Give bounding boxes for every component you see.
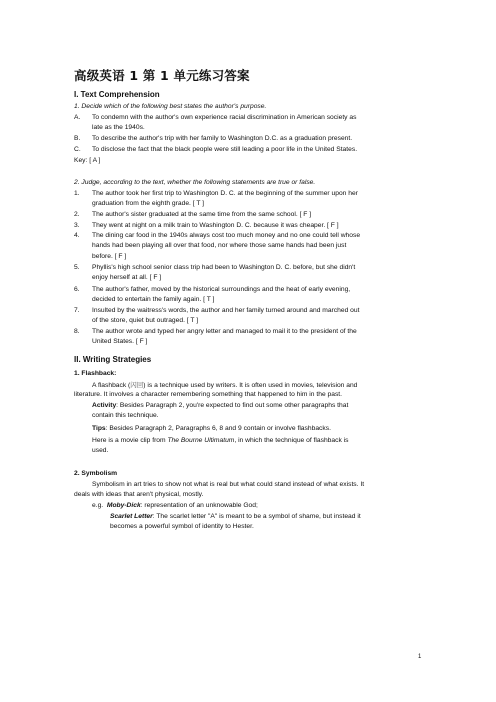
statement-number: 6. xyxy=(74,286,80,293)
example-1: e.g. Moby-Dick: representation of an unknowable God; xyxy=(92,502,258,509)
question-1: 1. Decide which of the following best states the author's purpose. xyxy=(74,103,267,110)
option-text: To describe the author's trip with her family to Washington D.C. as a graduation present. xyxy=(92,135,353,142)
option-label: C. xyxy=(74,146,81,153)
movie-clip-block: Here is a movie clip from The Bourne Ultimatum, in which the technique of flashback is used. xyxy=(92,437,349,455)
statement-number: 8. xyxy=(74,328,80,335)
example-2: Scarlet Letter: The scarlet letter "A" is meant to be a symbol of shame, but instead it becomes a powerful symbol of identity to Hester. xyxy=(110,513,361,531)
statement-text: The author took her first trip to Washington D. C. at the beginning of the summer upon her graduation from the eighth grade. [ T ] xyxy=(92,190,358,208)
document-title: 高级英语 1 第 1 单元练习答案 xyxy=(74,68,250,83)
answer-key: Key: [ A ] xyxy=(74,157,101,164)
page-number: 1 xyxy=(418,654,422,660)
statement-text: Phyllis's high school senior class trip had been to Washington D. C. before, but she didn't enjoy herself at all. [ F ] xyxy=(92,264,356,282)
statement-text: Insulted by the waitress's words, the author and her family turned around and marched out of the store, quiet but outraged. [ T ] xyxy=(92,307,360,325)
statement-number: 2. xyxy=(74,211,80,218)
statement-text: The dining car food in the 1940s always cost too much money and no one could tell whose hands had been playing all over that food, nor where those same hands had been just before. [ F ] xyxy=(92,232,361,260)
statement-text: The author wrote and typed her angry letter and managed to mail it to the president of the United States. [ F ] xyxy=(92,328,357,346)
symbolism-paragraph: Symbolism in art tries to show not what is real but what could stand instead of what exists. It xyxy=(92,481,365,488)
statement-number: 4. xyxy=(74,232,80,239)
statement-number: 5. xyxy=(74,264,80,271)
flashback-paragraph-cont: literature. It involves a character remembering something that happened to him in the past. xyxy=(74,391,343,398)
option-text: To disclose the fact that the black people were still leading a poor life in the United States. xyxy=(92,146,358,153)
option-label: A. xyxy=(74,114,81,121)
tips-block: Tips: Besides Paragraph 2, Paragraphs 6, 8 and 9 contain or involve flashbacks. xyxy=(92,425,331,432)
statement-text: The author's sister graduated at the same time from the same school. [ F ] xyxy=(92,211,312,218)
option-text: To condemn with the author's own experience racial discrimination in American society as late as the 1940s. xyxy=(92,114,357,132)
statement-number: 7. xyxy=(74,307,80,314)
symbolism-paragraph-cont: deals with ideas that aren't physical, mostly. xyxy=(74,491,204,498)
subheading-flashback: 1. Flashback: xyxy=(74,370,117,377)
activity-block: Activity: Besides Paragraph 2, you're expected to find out some other paragraphs that contain this technique. xyxy=(92,402,349,420)
section-heading-text-comprehension: I. Text Comprehension xyxy=(74,90,160,99)
flashback-paragraph: A flashback (闪回) is a technique used by writers. It is often used in movies, television and xyxy=(92,381,358,389)
statement-number: 1. xyxy=(74,190,80,197)
statement-text: The author's father, moved by the historical surroundings and the heat of early evening, decided to entertain the family again. [ T ] xyxy=(92,286,351,304)
subheading-symbolism: 2. Symbolism xyxy=(74,470,118,477)
question-2: 2. Judge, according to the text, whether the following statements are true or false. xyxy=(74,179,316,186)
section-heading-writing-strategies: II. Writing Strategies xyxy=(74,355,152,364)
statement-number: 3. xyxy=(74,222,80,229)
option-label: B. xyxy=(74,135,81,142)
statement-text: They went at night on a milk train to Washington D. C. because it was cheaper. [ F ] xyxy=(92,222,339,229)
